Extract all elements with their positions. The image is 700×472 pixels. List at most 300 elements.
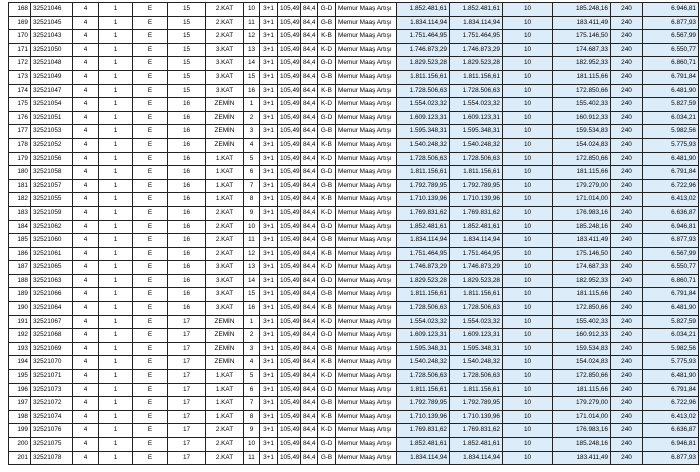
cell-etap: 1 <box>99 370 133 384</box>
cell-blok-kod: 4 <box>73 125 99 139</box>
cell-blok-kod: 4 <box>73 206 99 220</box>
cell-cephe: K-B <box>318 193 336 207</box>
cell-blok-kod: 4 <box>73 193 99 207</box>
cell-pesinat-orani: 10 <box>503 342 553 356</box>
cell-cephe: G-D <box>318 329 336 343</box>
cell-oda-sayisi: 3+1 <box>260 125 278 139</box>
cell-oda-sayisi: 3+1 <box>260 138 278 152</box>
cell-aylik-taksit: 6.567,99 <box>643 247 699 261</box>
cell-brut-alan: 105,49 <box>278 43 301 57</box>
cell-oda-sayisi: 3+1 <box>260 98 278 112</box>
cell-pesinat-tutari: 181.115,66 <box>553 166 611 180</box>
cell-cephe: G-B <box>318 451 336 465</box>
cell-kat: 1.KAT <box>206 397 244 411</box>
cell-aylik-taksit: 6.636,87 <box>643 206 699 220</box>
cell-brut-alan: 105,49 <box>278 410 301 424</box>
cell-kat: 3.KAT <box>206 84 244 98</box>
cell-toplam-bedel: 1.746.873,29 <box>450 261 503 275</box>
cell-daire-no: 8 <box>244 410 260 424</box>
cell-oda-sayisi: 3+1 <box>260 30 278 44</box>
cell-bina-no: 16 <box>168 288 206 302</box>
cell-bina-no: 15 <box>168 84 206 98</box>
cell-sira-no: 186 <box>9 247 31 261</box>
cell-oda-sayisi: 3+1 <box>260 424 278 438</box>
cell-ada-parsel-no: 32521053 <box>31 125 73 139</box>
cell-brut-alan: 105,49 <box>278 329 301 343</box>
cell-pesinat-orani: 10 <box>503 111 553 125</box>
cell-blok: E <box>133 356 168 370</box>
cell-ada-parsel-no: 32521072 <box>31 397 73 411</box>
cell-taksit-sayisi: 240 <box>611 43 643 57</box>
cell-toplam-bedel: 1.710.139,96 <box>450 193 503 207</box>
cell-net-alan: 84,4 <box>301 138 318 152</box>
cell-blok: E <box>133 438 168 452</box>
cell-bina-no: 17 <box>168 424 206 438</box>
cell-etap: 1 <box>99 125 133 139</box>
cell-blok: E <box>133 57 168 71</box>
cell-pesinat-orani: 10 <box>503 138 553 152</box>
cell-artis-tipi: Memur Maaş Artışı <box>336 220 397 234</box>
listing-table <box>8 2 699 465</box>
cell-brut-alan: 105,49 <box>278 356 301 370</box>
cell-etap: 1 <box>99 397 133 411</box>
cell-pesinat-tutari: 175.146,50 <box>553 30 611 44</box>
cell-bina-no: 16 <box>168 274 206 288</box>
cell-ada-parsel-no: 32521074 <box>31 410 73 424</box>
cell-etap: 1 <box>99 111 133 125</box>
cell-pesinat-tutari: 183.411,49 <box>553 16 611 30</box>
cell-pesinat-tutari: 154.024,83 <box>553 356 611 370</box>
cell-artis-tipi: Memur Maaş Artışı <box>336 261 397 275</box>
cell-brut-alan: 105,49 <box>278 383 301 397</box>
cell-blok-kod: 4 <box>73 3 99 17</box>
cell-taksit-sayisi: 240 <box>611 30 643 44</box>
cell-etap: 1 <box>99 43 133 57</box>
cell-kat: 1.KAT <box>206 410 244 424</box>
cell-aylik-taksit: 6.481,90 <box>643 370 699 384</box>
table-row <box>9 125 699 139</box>
cell-daire-no: 5 <box>244 152 260 166</box>
table-row <box>9 383 699 397</box>
cell-oda-sayisi: 3+1 <box>260 57 278 71</box>
cell-net-alan: 84,4 <box>301 383 318 397</box>
cell-daire-no: 7 <box>244 397 260 411</box>
cell-blok: E <box>133 451 168 465</box>
cell-artis-tipi: Memur Maaş Artışı <box>336 274 397 288</box>
cell-toplam-bedel: 1.829.523,28 <box>450 57 503 71</box>
table-row <box>9 16 699 30</box>
cell-pesinat-tutari: 179.279,00 <box>553 179 611 193</box>
table-row <box>9 3 699 17</box>
cell-blok: E <box>133 220 168 234</box>
cell-daire-no: 9 <box>244 206 260 220</box>
cell-sira-no: 184 <box>9 220 31 234</box>
cell-cephe: G-B <box>318 342 336 356</box>
cell-pesinat-tutari: 185.248,16 <box>553 3 611 17</box>
cell-toplam-bedel: 1.751.464,95 <box>450 247 503 261</box>
cell-satis-bedeli: 1.811.156,61 <box>397 70 450 84</box>
cell-toplam-bedel: 1.728.506,63 <box>450 370 503 384</box>
cell-etap: 1 <box>99 424 133 438</box>
cell-daire-no: 10 <box>244 3 260 17</box>
cell-sira-no: 185 <box>9 234 31 248</box>
cell-blok-kod: 4 <box>73 30 99 44</box>
cell-sira-no: 201 <box>9 451 31 465</box>
cell-pesinat-tutari: 181.115,66 <box>553 70 611 84</box>
cell-etap: 1 <box>99 16 133 30</box>
cell-sira-no: 177 <box>9 125 31 139</box>
cell-brut-alan: 105,49 <box>278 125 301 139</box>
cell-taksit-sayisi: 240 <box>611 70 643 84</box>
cell-aylik-taksit: 6.413,02 <box>643 410 699 424</box>
cell-blok-kod: 4 <box>73 410 99 424</box>
cell-aylik-taksit: 6.481,90 <box>643 302 699 316</box>
cell-taksit-sayisi: 240 <box>611 451 643 465</box>
cell-blok: E <box>133 125 168 139</box>
cell-brut-alan: 105,49 <box>278 193 301 207</box>
cell-brut-alan: 105,49 <box>278 30 301 44</box>
cell-net-alan: 84,4 <box>301 424 318 438</box>
cell-pesinat-tutari: 155.402,33 <box>553 315 611 329</box>
cell-blok: E <box>133 397 168 411</box>
cell-blok-kod: 4 <box>73 57 99 71</box>
cell-daire-no: 11 <box>244 451 260 465</box>
cell-blok-kod: 4 <box>73 424 99 438</box>
cell-oda-sayisi: 3+1 <box>260 342 278 356</box>
cell-satis-bedeli: 1.554.023,32 <box>397 315 450 329</box>
cell-bina-no: 17 <box>168 356 206 370</box>
cell-pesinat-orani: 10 <box>503 125 553 139</box>
cell-kat: ZEMİN <box>206 315 244 329</box>
cell-aylik-taksit: 6.877,93 <box>643 234 699 248</box>
cell-blok-kod: 4 <box>73 138 99 152</box>
cell-net-alan: 84,4 <box>301 274 318 288</box>
cell-toplam-bedel: 1.540.248,32 <box>450 356 503 370</box>
cell-aylik-taksit: 6.877,93 <box>643 451 699 465</box>
cell-pesinat-orani: 10 <box>503 179 553 193</box>
cell-taksit-sayisi: 240 <box>611 356 643 370</box>
cell-taksit-sayisi: 240 <box>611 234 643 248</box>
cell-cephe: K-B <box>318 356 336 370</box>
cell-net-alan: 84,4 <box>301 152 318 166</box>
cell-bina-no: 15 <box>168 70 206 84</box>
cell-artis-tipi: Memur Maaş Artışı <box>336 166 397 180</box>
cell-blok: E <box>133 166 168 180</box>
cell-daire-no: 6 <box>244 166 260 180</box>
cell-bina-no: 17 <box>168 451 206 465</box>
cell-artis-tipi: Memur Maaş Artışı <box>336 98 397 112</box>
cell-satis-bedeli: 1.852.481,61 <box>397 438 450 452</box>
cell-etap: 1 <box>99 247 133 261</box>
cell-net-alan: 84,4 <box>301 43 318 57</box>
cell-blok-kod: 4 <box>73 383 99 397</box>
cell-blok-kod: 4 <box>73 274 99 288</box>
cell-daire-no: 14 <box>244 274 260 288</box>
cell-net-alan: 84,4 <box>301 70 318 84</box>
cell-etap: 1 <box>99 57 133 71</box>
cell-brut-alan: 105,49 <box>278 57 301 71</box>
cell-taksit-sayisi: 240 <box>611 397 643 411</box>
cell-bina-no: 17 <box>168 383 206 397</box>
cell-aylik-taksit: 6.791,84 <box>643 70 699 84</box>
cell-etap: 1 <box>99 274 133 288</box>
cell-cephe: G-B <box>318 397 336 411</box>
cell-etap: 1 <box>99 138 133 152</box>
cell-cephe: G-D <box>318 274 336 288</box>
cell-pesinat-tutari: 176.983,16 <box>553 424 611 438</box>
cell-pesinat-tutari: 185.248,16 <box>553 220 611 234</box>
cell-etap: 1 <box>99 220 133 234</box>
cell-sira-no: 193 <box>9 342 31 356</box>
cell-etap: 1 <box>99 3 133 17</box>
cell-pesinat-orani: 10 <box>503 57 553 71</box>
cell-brut-alan: 105,49 <box>278 206 301 220</box>
cell-toplam-bedel: 1.834.114,94 <box>450 451 503 465</box>
cell-satis-bedeli: 1.852.481,61 <box>397 220 450 234</box>
cell-blok-kod: 4 <box>73 397 99 411</box>
cell-net-alan: 84,4 <box>301 166 318 180</box>
cell-brut-alan: 105,49 <box>278 152 301 166</box>
cell-aylik-taksit: 5.775,93 <box>643 138 699 152</box>
cell-taksit-sayisi: 240 <box>611 288 643 302</box>
cell-blok: E <box>133 261 168 275</box>
cell-brut-alan: 105,49 <box>278 274 301 288</box>
cell-taksit-sayisi: 240 <box>611 383 643 397</box>
cell-bina-no: 17 <box>168 342 206 356</box>
cell-daire-no: 10 <box>244 438 260 452</box>
cell-brut-alan: 105,49 <box>278 16 301 30</box>
cell-oda-sayisi: 3+1 <box>260 397 278 411</box>
cell-brut-alan: 105,49 <box>278 288 301 302</box>
cell-sira-no: 181 <box>9 179 31 193</box>
cell-toplam-bedel: 1.811.156,61 <box>450 166 503 180</box>
cell-artis-tipi: Memur Maaş Artışı <box>336 247 397 261</box>
cell-etap: 1 <box>99 234 133 248</box>
cell-net-alan: 84,4 <box>301 193 318 207</box>
cell-aylik-taksit: 5.827,59 <box>643 315 699 329</box>
cell-oda-sayisi: 3+1 <box>260 288 278 302</box>
cell-etap: 1 <box>99 152 133 166</box>
cell-daire-no: 9 <box>244 424 260 438</box>
cell-sira-no: 182 <box>9 193 31 207</box>
cell-sira-no: 170 <box>9 30 31 44</box>
cell-aylik-taksit: 6.481,90 <box>643 84 699 98</box>
cell-blok-kod: 4 <box>73 247 99 261</box>
cell-pesinat-tutari: 182.952,33 <box>553 57 611 71</box>
cell-satis-bedeli: 1.834.114,94 <box>397 234 450 248</box>
cell-oda-sayisi: 3+1 <box>260 356 278 370</box>
cell-kat: 3.KAT <box>206 70 244 84</box>
cell-sira-no: 197 <box>9 397 31 411</box>
cell-net-alan: 84,4 <box>301 302 318 316</box>
cell-oda-sayisi: 3+1 <box>260 179 278 193</box>
cell-sira-no: 200 <box>9 438 31 452</box>
cell-satis-bedeli: 1.609.123,31 <box>397 329 450 343</box>
cell-pesinat-orani: 10 <box>503 43 553 57</box>
cell-cephe: G-B <box>318 16 336 30</box>
cell-toplam-bedel: 1.751.464,95 <box>450 30 503 44</box>
cell-bina-no: 16 <box>168 125 206 139</box>
cell-blok: E <box>133 424 168 438</box>
cell-taksit-sayisi: 240 <box>611 438 643 452</box>
cell-toplam-bedel: 1.811.156,61 <box>450 70 503 84</box>
cell-kat: 2.KAT <box>206 16 244 30</box>
cell-net-alan: 84,4 <box>301 329 318 343</box>
cell-aylik-taksit: 6.481,90 <box>643 152 699 166</box>
cell-ada-parsel-no: 32521069 <box>31 342 73 356</box>
cell-bina-no: 16 <box>168 152 206 166</box>
cell-satis-bedeli: 1.811.156,61 <box>397 288 450 302</box>
cell-pesinat-orani: 10 <box>503 234 553 248</box>
cell-pesinat-orani: 10 <box>503 329 553 343</box>
cell-kat: 2.KAT <box>206 3 244 17</box>
cell-net-alan: 84,4 <box>301 315 318 329</box>
cell-blok: E <box>133 370 168 384</box>
cell-aylik-taksit: 6.550,77 <box>643 261 699 275</box>
cell-bina-no: 16 <box>168 98 206 112</box>
cell-aylik-taksit: 6.791,84 <box>643 383 699 397</box>
cell-pesinat-tutari: 181.115,66 <box>553 288 611 302</box>
cell-satis-bedeli: 1.852.481,61 <box>397 3 450 17</box>
cell-satis-bedeli: 1.829.523,28 <box>397 57 450 71</box>
cell-etap: 1 <box>99 356 133 370</box>
cell-bina-no: 17 <box>168 315 206 329</box>
cell-kat: 3.KAT <box>206 57 244 71</box>
cell-toplam-bedel: 1.554.023,32 <box>450 315 503 329</box>
cell-toplam-bedel: 1.769.831,62 <box>450 206 503 220</box>
cell-blok-kod: 4 <box>73 16 99 30</box>
cell-pesinat-tutari: 172.850,66 <box>553 84 611 98</box>
cell-pesinat-orani: 10 <box>503 247 553 261</box>
cell-taksit-sayisi: 240 <box>611 261 643 275</box>
cell-ada-parsel-no: 32521056 <box>31 152 73 166</box>
cell-blok: E <box>133 315 168 329</box>
cell-brut-alan: 105,49 <box>278 3 301 17</box>
cell-bina-no: 15 <box>168 16 206 30</box>
table-row <box>9 438 699 452</box>
cell-satis-bedeli: 1.554.023,32 <box>397 98 450 112</box>
cell-satis-bedeli: 1.834.114,94 <box>397 16 450 30</box>
cell-brut-alan: 105,49 <box>278 84 301 98</box>
cell-bina-no: 15 <box>168 43 206 57</box>
cell-pesinat-orani: 10 <box>503 302 553 316</box>
cell-blok-kod: 4 <box>73 342 99 356</box>
cell-blok-kod: 4 <box>73 302 99 316</box>
cell-blok-kod: 4 <box>73 84 99 98</box>
cell-kat: ZEMİN <box>206 356 244 370</box>
cell-daire-no: 13 <box>244 261 260 275</box>
cell-net-alan: 84,4 <box>301 247 318 261</box>
cell-pesinat-orani: 10 <box>503 70 553 84</box>
cell-kat: 2.KAT <box>206 30 244 44</box>
cell-blok-kod: 4 <box>73 43 99 57</box>
cell-kat: 2.KAT <box>206 424 244 438</box>
cell-toplam-bedel: 1.609.123,31 <box>450 329 503 343</box>
cell-toplam-bedel: 1.595.348,31 <box>450 125 503 139</box>
cell-aylik-taksit: 6.722,96 <box>643 397 699 411</box>
cell-kat: 2.KAT <box>206 451 244 465</box>
cell-brut-alan: 105,49 <box>278 70 301 84</box>
table-row <box>9 234 699 248</box>
cell-kat: 1.KAT <box>206 193 244 207</box>
cell-etap: 1 <box>99 302 133 316</box>
cell-cephe: G-B <box>318 234 336 248</box>
cell-oda-sayisi: 3+1 <box>260 152 278 166</box>
cell-sira-no: 196 <box>9 383 31 397</box>
cell-blok-kod: 4 <box>73 220 99 234</box>
cell-kat: ZEMİN <box>206 342 244 356</box>
cell-cephe: G-B <box>318 179 336 193</box>
cell-pesinat-orani: 10 <box>503 383 553 397</box>
cell-ada-parsel-no: 32521067 <box>31 315 73 329</box>
cell-blok: E <box>133 84 168 98</box>
cell-taksit-sayisi: 240 <box>611 329 643 343</box>
cell-kat: 3.KAT <box>206 261 244 275</box>
table-row <box>9 274 699 288</box>
cell-bina-no: 16 <box>168 193 206 207</box>
cell-blok: E <box>133 16 168 30</box>
cell-blok: E <box>133 206 168 220</box>
cell-satis-bedeli: 1.811.156,61 <box>397 383 450 397</box>
cell-kat: ZEMİN <box>206 125 244 139</box>
cell-brut-alan: 105,49 <box>278 247 301 261</box>
cell-oda-sayisi: 3+1 <box>260 329 278 343</box>
table-row <box>9 247 699 261</box>
cell-satis-bedeli: 1.792.789,95 <box>397 397 450 411</box>
cell-bina-no: 16 <box>168 261 206 275</box>
cell-artis-tipi: Memur Maaş Artışı <box>336 410 397 424</box>
cell-satis-bedeli: 1.728.506,63 <box>397 370 450 384</box>
cell-aylik-taksit: 6.722,96 <box>643 179 699 193</box>
cell-pesinat-tutari: 159.534,83 <box>553 125 611 139</box>
cell-bina-no: 17 <box>168 397 206 411</box>
cell-pesinat-orani: 10 <box>503 424 553 438</box>
cell-pesinat-orani: 10 <box>503 30 553 44</box>
cell-toplam-bedel: 1.852.481,61 <box>450 438 503 452</box>
cell-bina-no: 16 <box>168 111 206 125</box>
cell-artis-tipi: Memur Maaş Artışı <box>336 451 397 465</box>
cell-satis-bedeli: 1.710.139,96 <box>397 193 450 207</box>
cell-daire-no: 5 <box>244 370 260 384</box>
table-row <box>9 329 699 343</box>
cell-brut-alan: 105,49 <box>278 451 301 465</box>
cell-cephe: G-D <box>318 57 336 71</box>
cell-brut-alan: 105,49 <box>278 234 301 248</box>
cell-satis-bedeli: 1.595.348,31 <box>397 125 450 139</box>
cell-pesinat-orani: 10 <box>503 438 553 452</box>
cell-etap: 1 <box>99 70 133 84</box>
cell-artis-tipi: Memur Maaş Artışı <box>336 329 397 343</box>
cell-daire-no: 14 <box>244 57 260 71</box>
cell-ada-parsel-no: 32521055 <box>31 193 73 207</box>
cell-pesinat-orani: 10 <box>503 152 553 166</box>
cell-satis-bedeli: 1.540.248,32 <box>397 356 450 370</box>
cell-pesinat-orani: 10 <box>503 193 553 207</box>
cell-artis-tipi: Memur Maaş Artışı <box>336 30 397 44</box>
cell-toplam-bedel: 1.728.506,63 <box>450 84 503 98</box>
cell-oda-sayisi: 3+1 <box>260 16 278 30</box>
cell-satis-bedeli: 1.746.873,29 <box>397 261 450 275</box>
table-row <box>9 288 699 302</box>
cell-artis-tipi: Memur Maaş Artışı <box>336 193 397 207</box>
cell-pesinat-tutari: 174.687,33 <box>553 43 611 57</box>
cell-toplam-bedel: 1.728.506,63 <box>450 302 503 316</box>
cell-artis-tipi: Memur Maaş Artışı <box>336 111 397 125</box>
cell-artis-tipi: Memur Maaş Artışı <box>336 424 397 438</box>
table-row <box>9 138 699 152</box>
cell-artis-tipi: Memur Maaş Artışı <box>336 3 397 17</box>
cell-artis-tipi: Memur Maaş Artışı <box>336 16 397 30</box>
